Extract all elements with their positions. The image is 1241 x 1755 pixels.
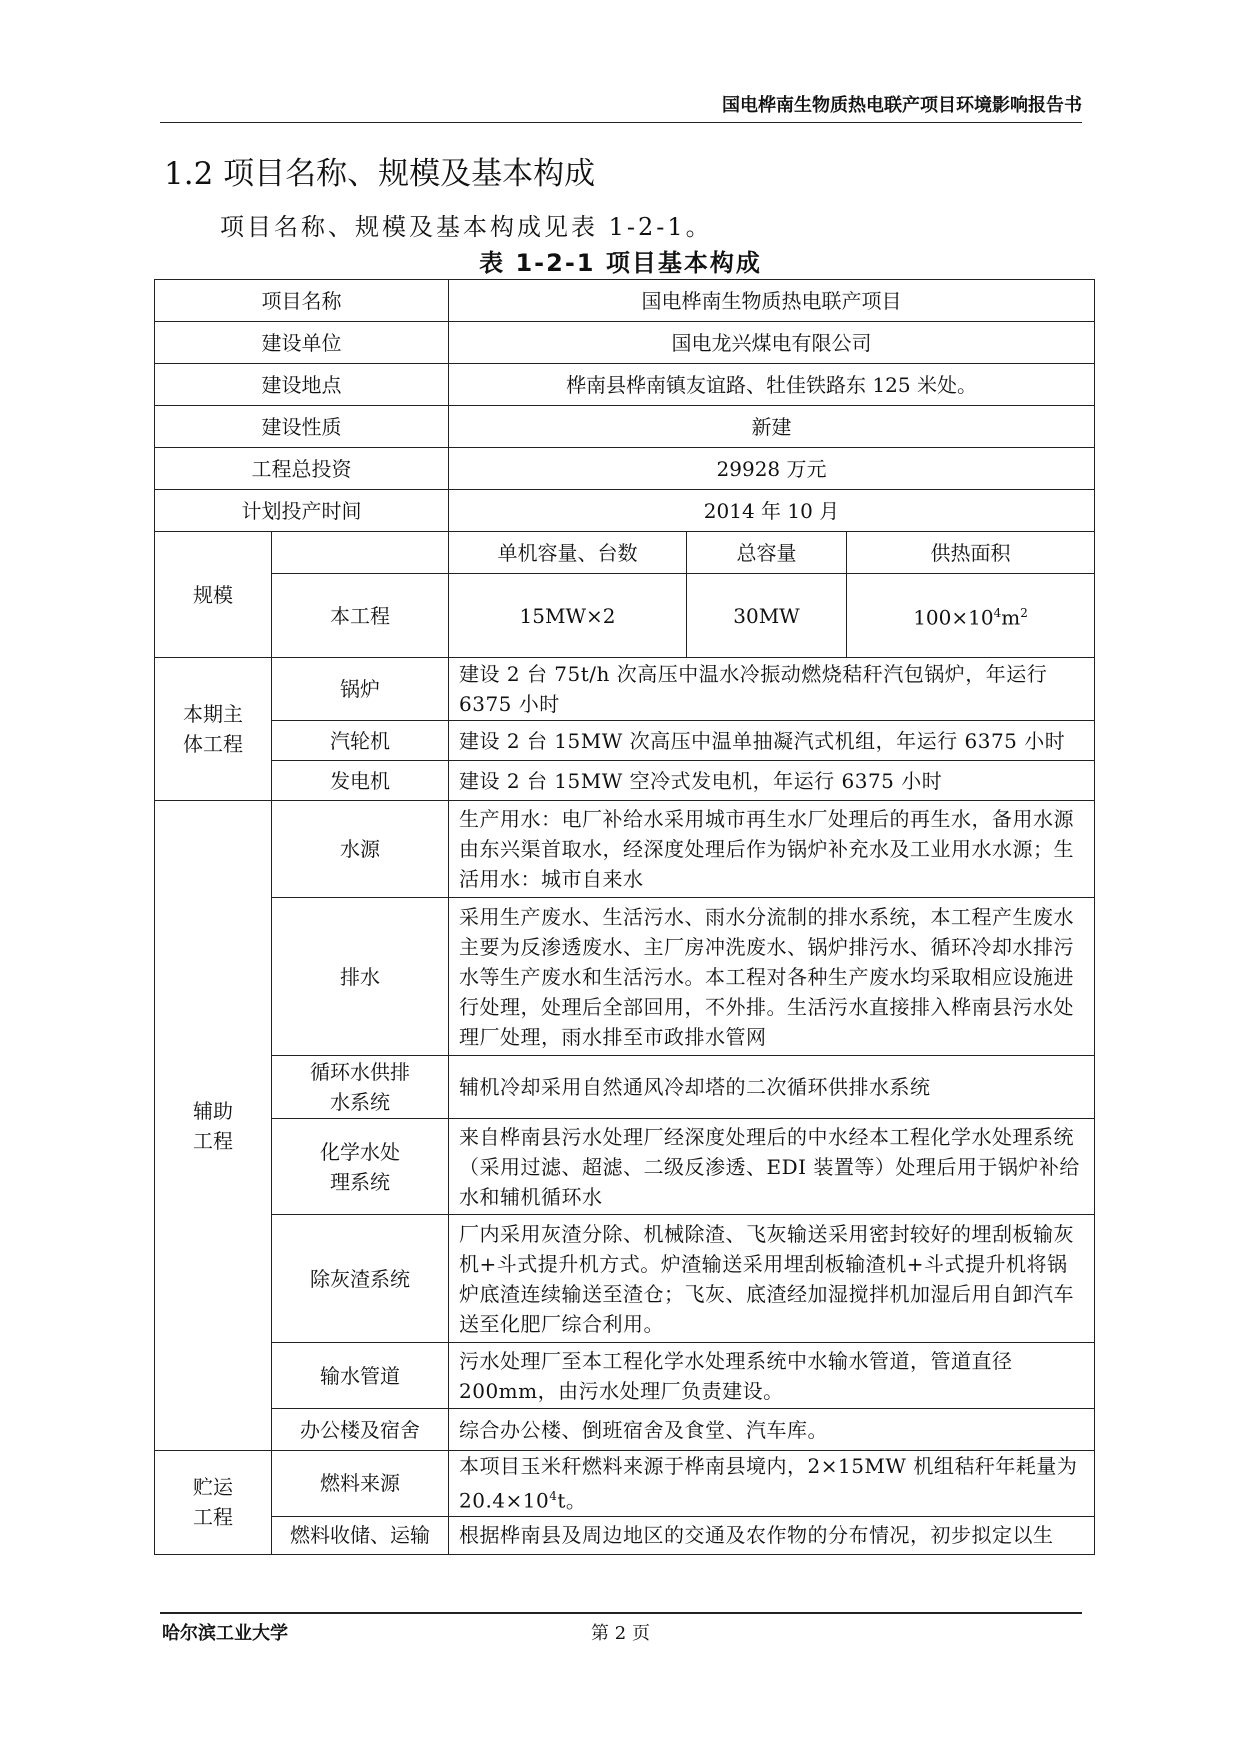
fuel-source-exponent: 4 [549,1489,558,1503]
group-label-storage-works [155,1451,272,1555]
page-number: 第 2 页 [591,1623,650,1644]
row-label: 水源 [272,801,449,898]
group-label-text: 本期主体工程 [183,702,243,756]
group-label-text: 贮运工程 [193,1475,233,1530]
row-label: 建设性质 [155,406,449,448]
row-label: 建设单位 [155,322,449,364]
table-row [155,448,1095,490]
scale-header: 总容量 [687,532,847,574]
table-row [155,898,1095,1056]
row-value: 采用生产废水、生活污水、雨水分流制的排水系统，本工程产生废水主要为反渗透废水、主厂房冲洗废水、锅炉排污水、循环冷却水排污水等生产废水和生活污水。本工程对各种生产废水均采取相应设施进行处理，处理后全部回用，不外排。生活污水直接排入桦南县污水处理厂处理，雨水排至市政排水管网 [449,898,1095,1056]
heat-area-unit-exponent: 2 [1020,606,1028,621]
row-label: 燃料来源 [272,1451,449,1517]
table-row [155,532,1095,574]
row-label: 工程总投资 [155,448,449,490]
group-label-main-works [155,658,272,801]
row-label-text: 化学水处理系统 [320,1139,400,1194]
heat-area-base: 100×10 [913,605,994,630]
table-row [155,490,1095,532]
project-composition-table [154,279,1095,1555]
row-label [272,1056,449,1119]
row-value: 桦南县桦南镇友谊路、牡佳铁路东 125 米处。 [449,364,1095,406]
row-value: 综合办公楼、倒班宿舍及食堂、汽车库。 [449,1409,1095,1451]
row-value: 2014 年 10 月 [449,490,1095,532]
footer-divider [160,1612,1082,1614]
row-label: 计划投产时间 [155,490,449,532]
row-label: 除灰渣系统 [272,1215,449,1343]
intro-paragraph: 项目名称、规模及基本构成见表 1-2-1。 [220,213,713,241]
table-row [155,801,1095,898]
row-value: 辅机冷却采用自然通风冷却塔的二次循环供排水系统 [449,1056,1095,1119]
table-row [155,721,1095,761]
scale-value: 30MW [687,574,847,658]
row-value: 根据桦南县及周边地区的交通及农作物的分布情况，初步拟定以生 [449,1516,1095,1554]
scale-header: 供热面积 [847,532,1095,574]
footer-university: 哈尔滨工业大学 [162,1623,288,1644]
row-value: 29928 万元 [449,448,1095,490]
table-row [155,1409,1095,1451]
row-label: 排水 [272,898,449,1056]
heat-area-exponent: 4 [993,606,1002,621]
row-label: 锅炉 [272,658,449,721]
row-value: 厂内采用灰渣分除、机械除渣、飞灰输送采用密封较好的埋刮板输灰机+斗式提升机方式。炉渣输送采用埋刮板输渣机+斗式提升机将锅炉底渣连续输送至渣仓；飞灰、底渣经加湿搅拌机加湿后用自卸汽车送至化肥厂综合利用。 [449,1215,1095,1343]
group-label-scale: 规模 [155,532,272,658]
page-header [160,92,1082,123]
row-value: 建设 2 台 15MW 次高压中温单抽凝汽式机组，年运行 6375 小时 [449,721,1095,761]
table-row [155,280,1095,322]
scale-value: 15MW×2 [449,574,687,658]
table-row [155,574,1095,658]
fuel-source-unit: t。 [557,1488,587,1513]
row-value: 来自桦南县污水处理厂经深度处理后的中水经本工程化学水处理系统（采用过滤、超滤、二级反渗透、EDI 装置等）处理后用于锅炉补给水和辅机循环水 [449,1119,1095,1215]
table-row [155,1451,1095,1517]
row-label-text: 循环水供排水系统 [310,1060,410,1114]
table-row [155,1119,1095,1215]
table-caption: 表 1-2-1 项目基本构成 [479,249,762,277]
heat-area-unit: m [1001,605,1021,630]
table-row [155,406,1095,448]
row-label: 输水管道 [272,1343,449,1409]
scale-value-heat-area [847,574,1095,658]
section-title: 1.2 项目名称、规模及基本构成 [164,156,596,192]
row-value: 建设 2 台 75t/h 次高压中温水冷振动燃烧秸秆汽包锅炉，年运行 6375 小时 [449,658,1095,721]
row-value: 生产用水：电厂补给水采用城市再生水厂处理后的再生水，备用水源由东兴渠首取水，经深度处理后作为锅炉补充水及工业用水水源；生活用水：城市自来水 [449,801,1095,898]
fuel-source-text: 本项目玉米秆燃料来源于桦南县境内，2×15MW 机组秸秆年耗量为 20.4×10 [459,1454,1078,1513]
table-row [155,1343,1095,1409]
table-row [155,1516,1095,1554]
group-label-text: 辅助工程 [193,1098,233,1153]
row-value: 国电龙兴煤电有限公司 [449,322,1095,364]
row-label [272,1119,449,1215]
scale-header: 单机容量、台数 [449,532,687,574]
row-value: 新建 [449,406,1095,448]
table-row [155,364,1095,406]
row-label: 燃料收储、运输 [272,1516,449,1554]
row-label: 本工程 [272,574,449,658]
row-value: 建设 2 台 15MW 空冷式发电机，年运行 6375 小时 [449,761,1095,801]
row-value: 国电桦南生物质热电联产项目 [449,280,1095,322]
row-label: 办公楼及宿舍 [272,1409,449,1451]
row-label: 建设地点 [155,364,449,406]
row-label: 项目名称 [155,280,449,322]
document-title: 国电桦南生物质热电联产项目环境影响报告书 [722,95,1082,116]
table-row [155,322,1095,364]
row-label: 发电机 [272,761,449,801]
row-label: 汽轮机 [272,721,449,761]
group-label-aux-works [155,801,272,1451]
table-row [155,1215,1095,1343]
row-value: 污水处理厂至本工程化学水处理系统中水输水管道，管道直径 200mm，由污水处理厂负责建设。 [449,1343,1095,1409]
row-value [449,1451,1095,1517]
table-row [155,1056,1095,1119]
empty-cell [272,532,449,574]
table-row [155,658,1095,721]
table-row [155,761,1095,801]
